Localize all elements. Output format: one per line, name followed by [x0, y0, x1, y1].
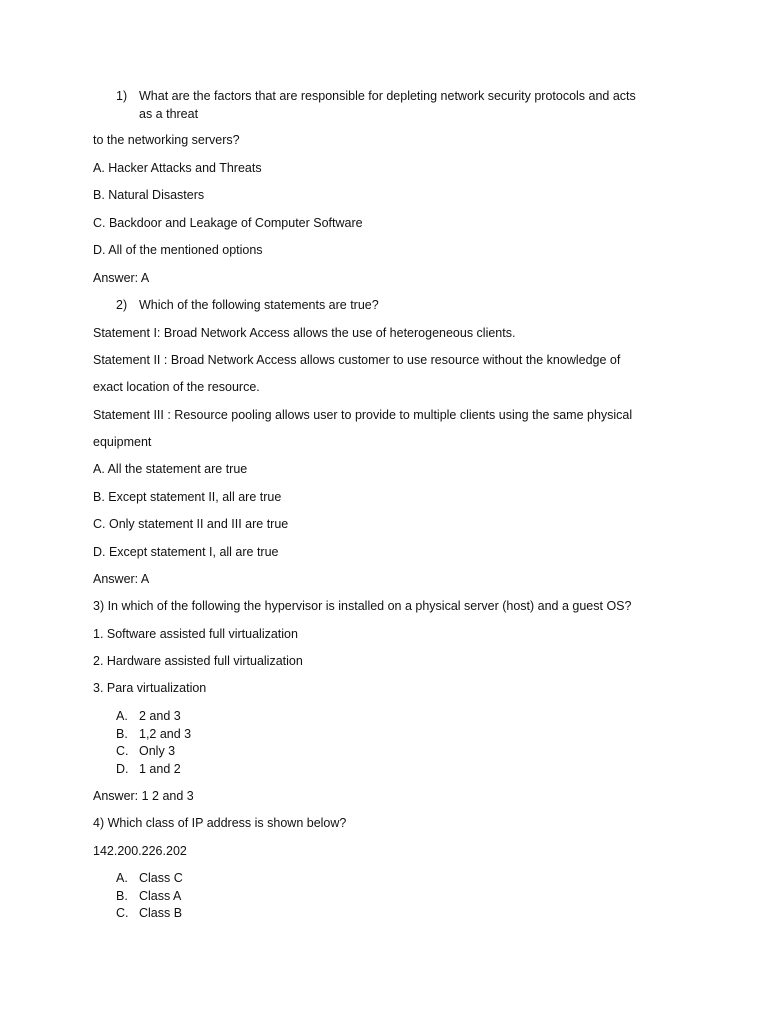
q3-item-3: 3. Para virtualization	[93, 681, 207, 695]
q3-answer: Answer: 1 2 and 3	[93, 789, 194, 803]
q4-ip-address: 142.200.226.202	[93, 844, 187, 858]
q4-option-c-letter: C.	[116, 906, 129, 920]
q3-option-b-letter: B.	[116, 727, 128, 741]
q1-text-continuation: to the networking servers?	[93, 133, 240, 147]
q4-option-a-letter: A.	[116, 871, 128, 885]
q2-option-d: D. Except statement I, all are true	[93, 545, 279, 559]
q3-option-c-letter: C.	[116, 744, 129, 758]
q2-statement-3: Statement III : Resource pooling allows user to provide to multiple clients using the same physical	[93, 408, 633, 422]
q2-statement-2-cont: exact location of the resource.	[93, 380, 260, 394]
q1-text-line1: What are the factors that are responsible for depleting network security protocols and acts	[139, 89, 636, 103]
q4-option-c-text: Class B	[139, 906, 183, 920]
q1-text-line2: as a threat	[139, 107, 199, 121]
q2-statement-1: Statement I: Broad Network Access allows the use of heterogeneous clients.	[93, 326, 516, 340]
q1-option-b: B. Natural Disasters	[93, 188, 205, 202]
q2-option-b: B. Except statement II, all are true	[93, 490, 282, 504]
q2-option-a: A. All the statement are true	[93, 462, 248, 476]
q4-option-b-letter: B.	[116, 889, 128, 903]
q3-option-a-text: 2 and 3	[139, 709, 181, 723]
q1-answer: Answer: A	[93, 271, 150, 285]
q4-option-b-text: Class A	[139, 889, 182, 903]
q2-answer: Answer: A	[93, 572, 150, 586]
q3-text: 3) In which of the following the hypervisor is installed on a physical server (host) and a guest OS?	[93, 599, 632, 613]
q1-option-d: D. All of the mentioned options	[93, 243, 263, 257]
q2-number: 2)	[116, 298, 128, 312]
q4-text: 4) Which class of IP address is shown below?	[93, 816, 347, 830]
q3-option-a-letter: A.	[116, 709, 128, 723]
q2-option-c: C. Only statement II and III are true	[93, 517, 289, 531]
q2-statement-2: Statement II : Broad Network Access allows customer to use resource without the knowledge of	[93, 353, 621, 367]
q3-item-1: 1. Software assisted full virtualization	[93, 627, 298, 641]
q1-option-c: C. Backdoor and Leakage of Computer Software	[93, 216, 363, 230]
q1-number: 1)	[116, 89, 128, 103]
q3-option-b-text: 1,2 and 3	[139, 727, 192, 741]
q2-text: Which of the following statements are true?	[139, 298, 379, 312]
q3-option-d-text: 1 and 2	[139, 762, 181, 776]
q3-item-2: 2. Hardware assisted full virtualization	[93, 654, 303, 668]
q3-option-d-letter: D.	[116, 762, 129, 776]
q4-option-a-text: Class C	[139, 871, 183, 885]
q3-option-c-text: Only 3	[139, 744, 176, 758]
q1-option-a: A. Hacker Attacks and Threats	[93, 161, 262, 175]
q2-statement-3-cont: equipment	[93, 435, 152, 449]
